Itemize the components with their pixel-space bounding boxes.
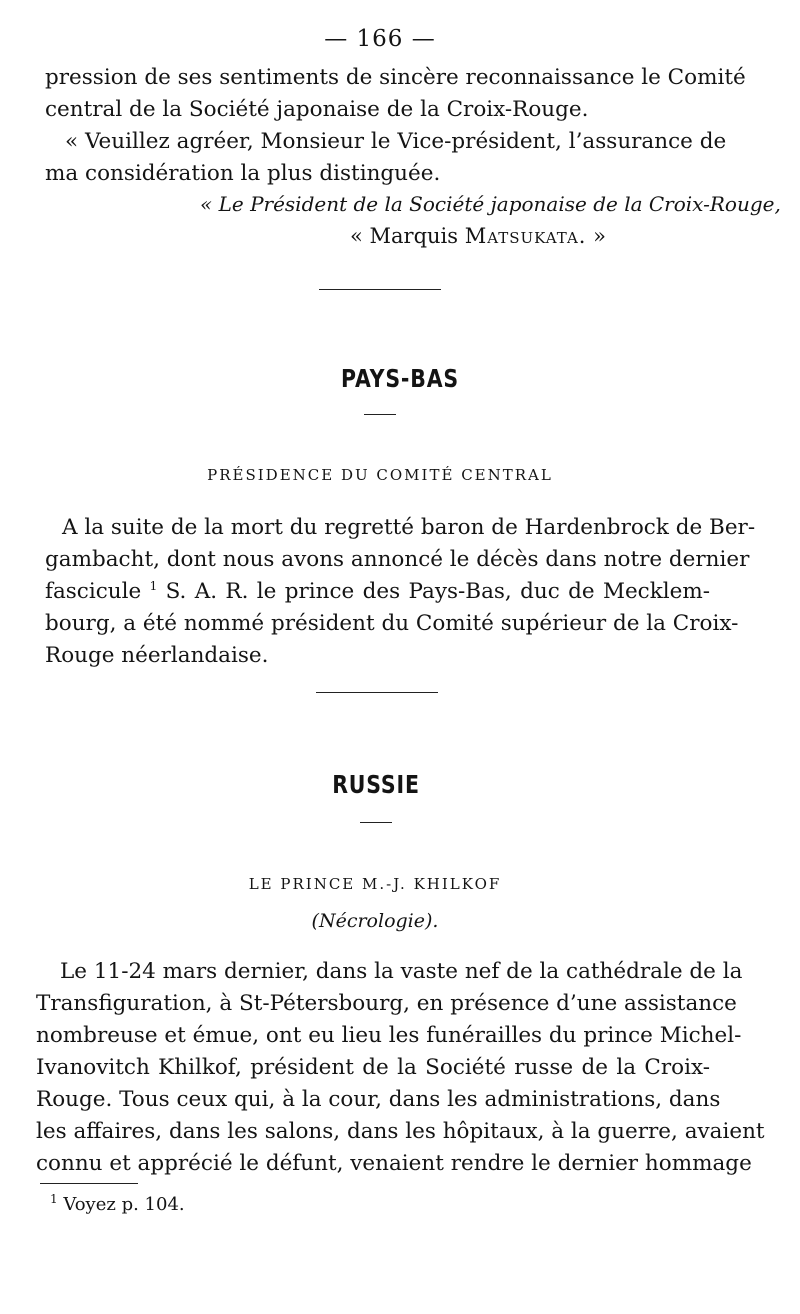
- text-line-with-footnote: fascicule $^1$ S. A. R. le prince des Pays-Bas, duc de Mecklem-: [45, 578, 710, 604]
- russie-body: [36, 956, 765, 1180]
- text-line: nombreuse et émue, ont eu lieu les funérailles du prince Michel-: [36, 1023, 742, 1048]
- text-line: A la suite de la mort du regretté baron de Hardenbrock de Ber-: [62, 515, 756, 540]
- signature-title: « Le Président de la Société japonaise de la Croix-Rouge,: [200, 192, 781, 216]
- subheading-presidence: PRÉSIDENCE DU COMITÉ CENTRAL: [207, 466, 553, 484]
- section-divider: [319, 289, 441, 290]
- text-line: « Veuillez agréer, Monsieur le Vice-président, l’assurance de: [65, 129, 727, 154]
- text-line: Rouge néerlandaise.: [45, 643, 269, 668]
- signatory-name: Matsukata.: [464, 224, 587, 248]
- section-heading-russie: RUSSIE: [332, 770, 420, 799]
- text-line: ma considération la plus distinguée.: [45, 161, 441, 186]
- heading-underline: [360, 822, 392, 823]
- subheading-khilkof: LE PRINCE M.-J. KHILKOF: [248, 875, 502, 893]
- text-line: Le 11-24 mars dernier, dans la vaste nef de la cathédrale de la: [60, 959, 743, 984]
- text-line: gambacht, dont nous avons annoncé le décès dans notre dernier: [45, 547, 750, 572]
- text-line: Ivanovitch Khilkof, président de la Société russe de la Croix-: [36, 1055, 710, 1080]
- subheading-necrologie: (Nécrologie).: [311, 910, 439, 932]
- footnote-reference: 1: [149, 578, 158, 593]
- footnote-marker: 1: [50, 1192, 58, 1206]
- japan-letter-body: [45, 62, 746, 190]
- text-line: Transfiguration, à St-Pétersbourg, en présence d’une assistance: [36, 991, 737, 1016]
- page-number: — 166 —: [324, 26, 436, 52]
- text-line: connu et apprécié le défunt, venaient rendre le dernier hommage: [36, 1151, 752, 1176]
- section-heading-pays-bas: PAYS-BAS: [340, 364, 459, 393]
- section-divider: [316, 692, 438, 693]
- text-line: bourg, a été nommé président du Comité supérieur de la Croix-: [45, 611, 739, 636]
- footnote-rule: [40, 1183, 138, 1184]
- text-line: central de la Société japonaise de la Croix-Rouge.: [45, 97, 589, 122]
- text-line: Rouge. Tous ceux qui, à la cour, dans les administrations, dans: [36, 1087, 721, 1112]
- pays-bas-body: [45, 512, 756, 672]
- footnote: [50, 1194, 185, 1215]
- text-line: pression de ses sentiments de sincère reconnaissance le Comité: [45, 65, 746, 90]
- signature-name: « Marquis Matsukata. »: [350, 224, 607, 248]
- footnote-text: Voyez p. 104.: [57, 1194, 185, 1215]
- text-line: les affaires, dans les salons, dans les hôpitaux, à la guerre, avaient: [36, 1119, 765, 1144]
- heading-underline: [364, 414, 396, 415]
